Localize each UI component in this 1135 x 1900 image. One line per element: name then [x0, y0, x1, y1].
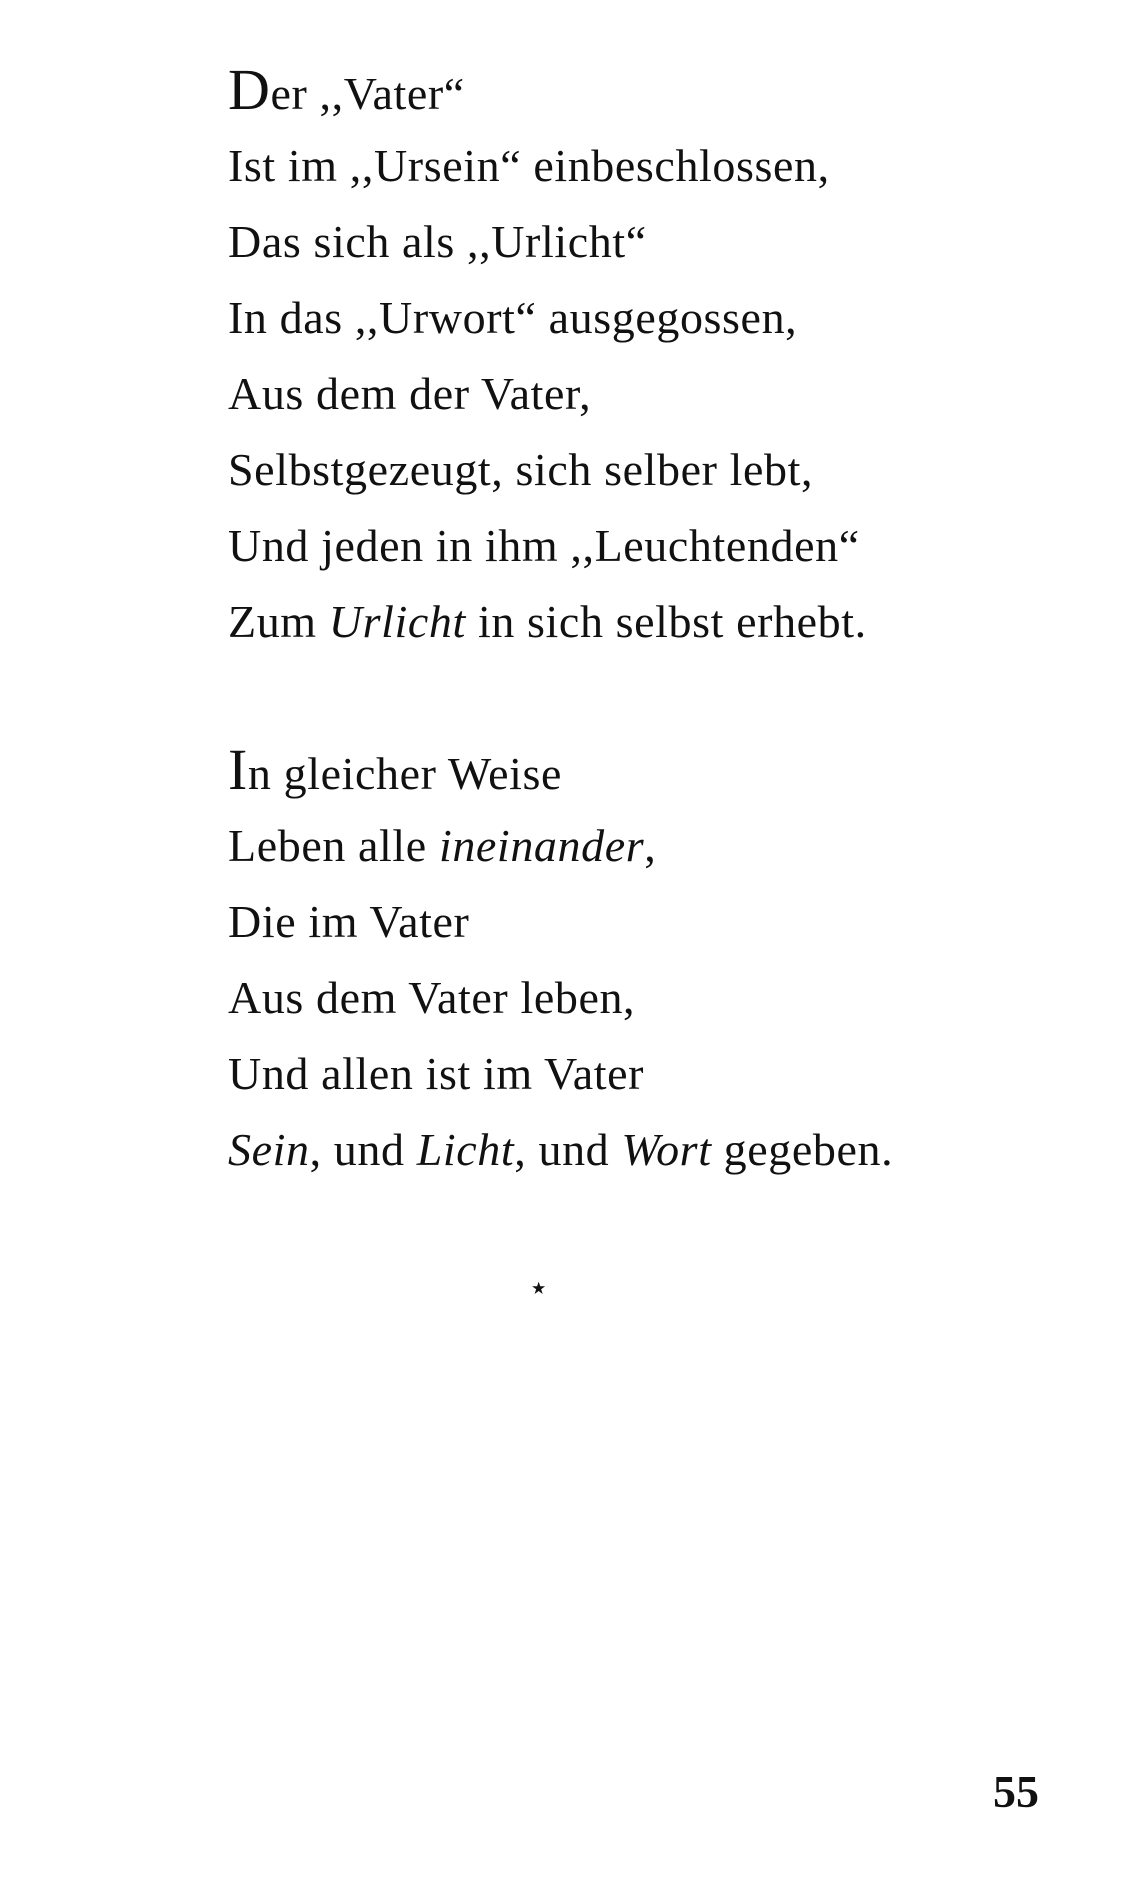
poem-stanza-2 — [228, 732, 893, 1188]
line-text: Zum — [228, 596, 329, 647]
poem-line: Und jeden in ihm ,,Leuchtenden“ — [228, 520, 860, 571]
italic-word: ineinander — [438, 820, 645, 871]
poem-line: In das ,,Urwort“ ausgegossen, — [228, 292, 798, 343]
poem-line: Aus dem Vater leben, — [228, 972, 636, 1023]
initial-letter: D — [228, 57, 271, 122]
italic-word: Sein — [228, 1124, 310, 1175]
poem-line — [228, 1112, 893, 1188]
line-text: Leben alle — [228, 820, 439, 871]
poem-line — [228, 808, 893, 884]
poem-line — [228, 732, 893, 808]
poem-line: Ist im ,,Ursein“ einbeschlossen, — [228, 140, 830, 191]
poem-line: Das sich als ,,Urlicht“ — [228, 216, 647, 267]
line-text: , — [644, 820, 657, 871]
line-text: er ,,Vater“ — [270, 68, 465, 119]
page-number: 55 — [993, 1766, 1039, 1817]
italic-word: Licht — [416, 1124, 515, 1175]
poem-line: Und allen ist im Vater — [228, 1048, 645, 1099]
poem-line: Die im Vater — [228, 896, 470, 947]
initial-letter: I — [228, 737, 248, 802]
line-text: gegeben. — [711, 1124, 894, 1175]
poem-stanza-1 — [228, 52, 867, 660]
line-text: in sich selbst erhebt. — [465, 596, 867, 647]
poem-line — [228, 52, 867, 128]
line-text: n gleicher Weise — [247, 748, 563, 799]
star-separator-icon: ⋆ — [528, 1268, 550, 1308]
poem-line — [228, 584, 867, 660]
poem-line: Aus dem der Vater, — [228, 368, 592, 419]
italic-word: Wort — [621, 1124, 712, 1175]
line-text: , und — [309, 1124, 417, 1175]
poem-line: Selbstgezeugt, sich selber lebt, — [228, 444, 814, 495]
italic-word: Urlicht — [328, 596, 466, 647]
line-text: , und — [514, 1124, 622, 1175]
